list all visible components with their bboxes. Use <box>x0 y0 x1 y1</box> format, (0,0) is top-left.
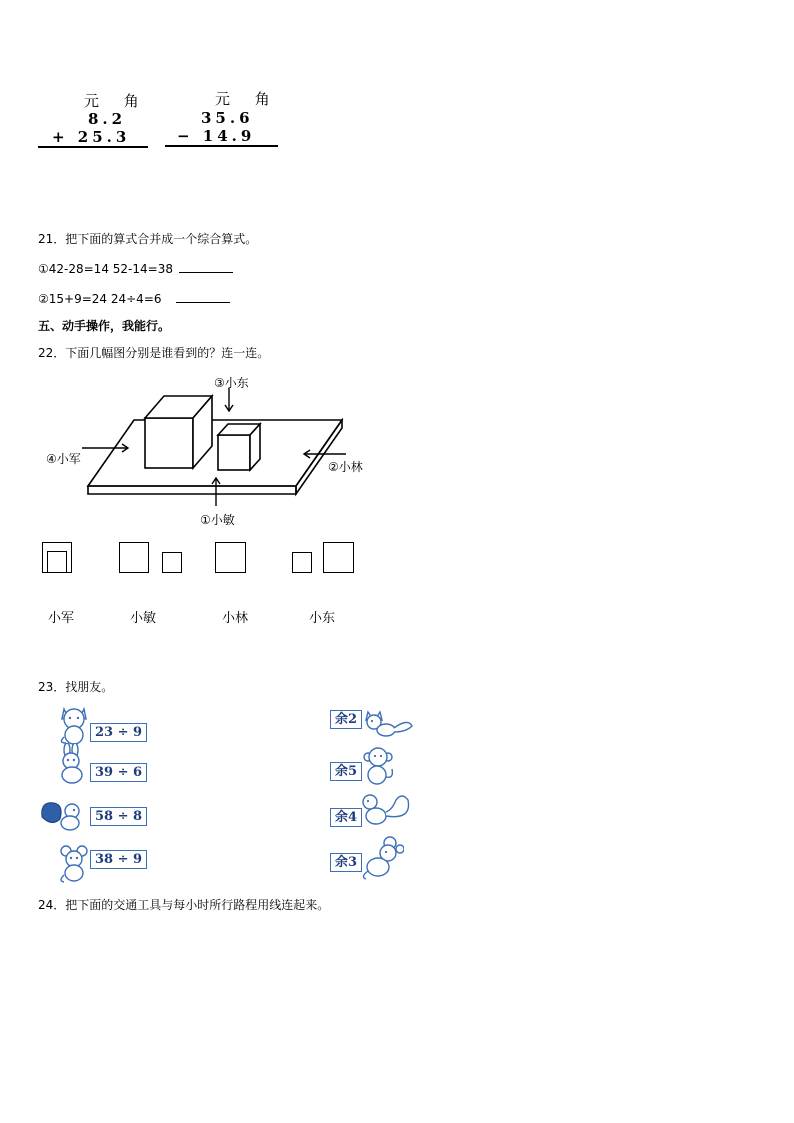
view-option-b-small[interactable] <box>162 552 182 573</box>
calc-left-top: 8.2 <box>88 110 127 128</box>
calc-right-top: 35.6 <box>201 109 254 127</box>
remainder-card-2[interactable]: 余5 <box>330 762 362 781</box>
division-card-3[interactable]: 58 ÷ 8 <box>90 807 147 826</box>
viewer-top-label: ③小东 <box>214 376 249 390</box>
calc-left-bottom: + 25.3 <box>52 128 131 146</box>
squirrel-icon <box>38 797 94 833</box>
q21-item2-text: ②15+9=24 24÷4=6 <box>38 292 162 306</box>
view-option-d-small[interactable] <box>292 552 312 573</box>
remainder-card-4[interactable]: 余3 <box>330 853 362 872</box>
division-card-2[interactable]: 39 ÷ 6 <box>90 763 147 782</box>
q21-item1 <box>38 262 233 276</box>
rabbit-icon <box>56 743 90 785</box>
calc-right-bottom: − 14.9 <box>177 127 256 145</box>
name-xiaodong[interactable]: 小东 <box>309 611 336 626</box>
remainder-card-1[interactable]: 余2 <box>330 710 362 729</box>
cat-icon <box>58 703 92 745</box>
division-card-1[interactable]: 23 ÷ 9 <box>90 723 147 742</box>
view-option-d-large[interactable] <box>323 542 354 573</box>
q21-title: 21．把下面的算式合并成一个综合算式。 <box>38 232 258 246</box>
section5-title: 五、动手操作，我能行。 <box>38 319 171 333</box>
calc-left-rule <box>38 146 148 148</box>
calc-right-header: 元 角 <box>215 90 280 108</box>
division-card-4[interactable]: 38 ÷ 9 <box>90 850 147 869</box>
viewer-right-label: ②小林 <box>328 460 363 474</box>
view-option-a-inner <box>47 551 67 573</box>
large-cube <box>145 396 212 468</box>
monkey-icon <box>362 745 396 787</box>
calc-right-rule <box>165 145 278 147</box>
q23-title: 23．找朋友。 <box>38 680 114 694</box>
mouse-icon <box>58 843 92 883</box>
viewer-front-label: ①小敏 <box>200 513 235 527</box>
fox-icon <box>362 708 414 738</box>
remainder-card-3[interactable]: 余4 <box>330 808 362 827</box>
q21-item1-text: ①42-28=14 52-14=38 <box>38 262 173 276</box>
q21-answer-blank-2[interactable] <box>176 292 230 303</box>
mouse-icon-right <box>360 835 404 881</box>
q22-figure <box>40 370 400 530</box>
name-xiaomin[interactable]: 小敏 <box>130 611 157 626</box>
q22-title: 22．下面几幅图分别是谁看到的？连一连。 <box>38 346 270 360</box>
q24-title: 24．把下面的交通工具与每小时所行路程用线连起来。 <box>38 898 330 912</box>
viewer-left-label: ④小军 <box>46 452 81 466</box>
view-option-b-large[interactable] <box>119 542 149 573</box>
squirrel-icon-right <box>356 790 414 830</box>
calc-left-header: 元 角 <box>84 92 149 110</box>
name-xiaolin[interactable]: 小林 <box>222 611 249 626</box>
view-option-c[interactable] <box>215 542 246 573</box>
q21-item2 <box>38 292 230 306</box>
view-arrows <box>82 388 346 506</box>
q21-answer-blank-1[interactable] <box>179 262 233 273</box>
name-xiaojun[interactable]: 小军 <box>48 611 75 626</box>
small-cube <box>218 424 260 470</box>
platform <box>88 420 342 494</box>
